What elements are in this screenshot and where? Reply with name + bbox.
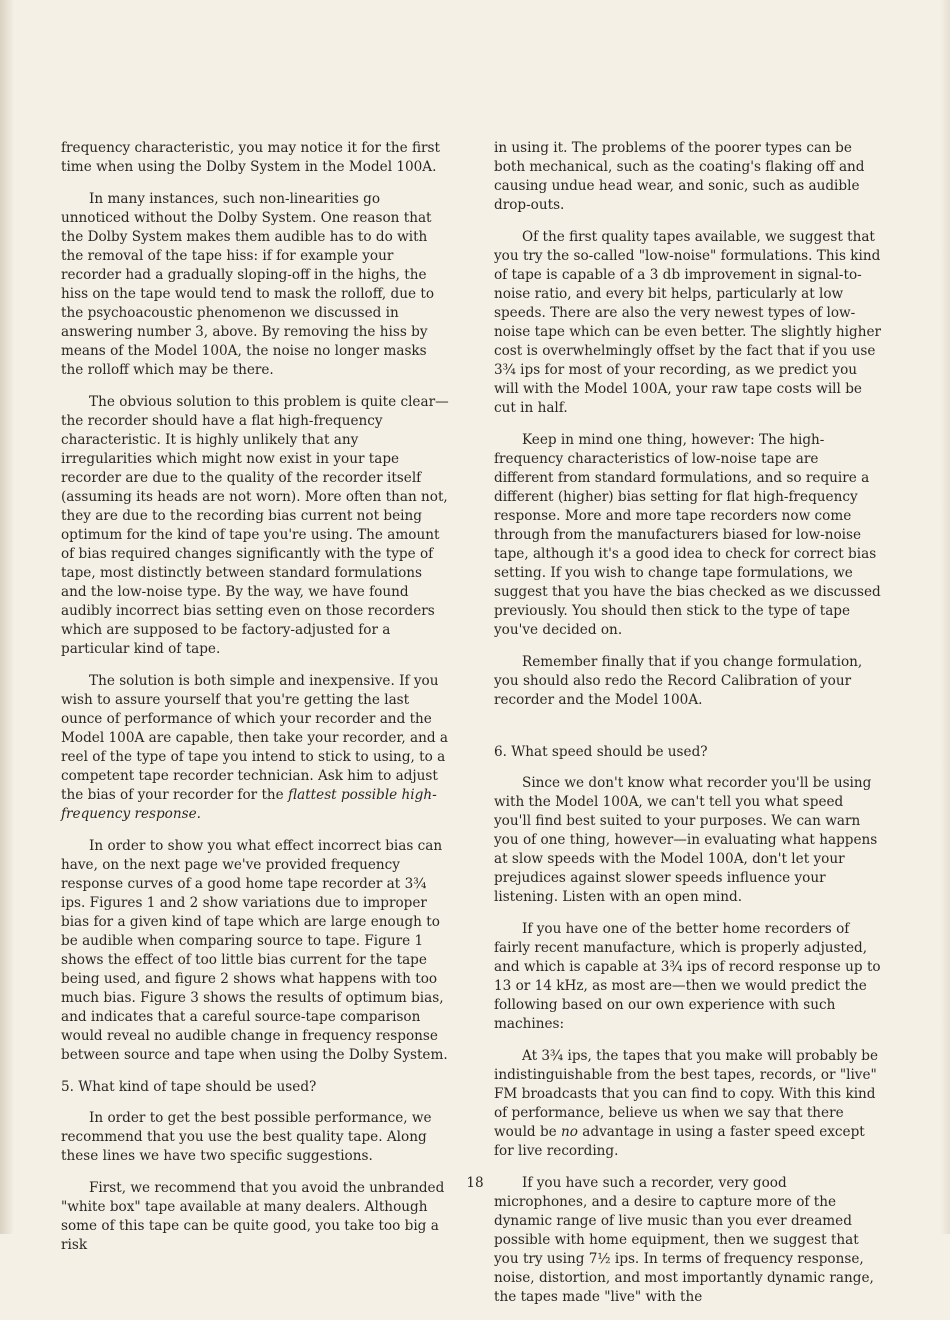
right-column [494, 139, 882, 1320]
emphasis-text: no [561, 1124, 578, 1140]
page-edge-shadow-left [0, 0, 14, 1234]
left-column [61, 139, 449, 1268]
paragraph-text: At 3¾ ips, the tapes that you make will probably be indistinguishable from the best tapes, records, or "live" FM broadcasts that you can find to copy. With this kind of performance, believe us when we say that there would be [494, 1048, 878, 1140]
page-number: 18 [466, 1175, 484, 1191]
paragraph: Keep in mind one thing, however: The high-frequency characteristics of low-noise tape are different from standard formulations, and so require a different (higher) bias setting for flat high-frequency response. More and more tape recorders now come through from the manufacturers biased for low-noise tape, although it's a good idea to check for correct bias setting. If you wish to change tape formulations, we suggest that you have the bias checked as we discussed previously. You should then stick to the type of tape you've decided on. [494, 432, 881, 638]
paragraph-text: The solution is both simple and inexpensive. If you wish to assure yourself that you're getting the last ounce of performance of which your recorder and the Model 100A are capable, then take your recorder, and a reel of the type of tape you intend to stick to using, to a competent tape recorder technician. Ask him to adjust the bias of your recorder for the [61, 673, 448, 803]
paragraph [61, 672, 449, 824]
emphasis-text: flattest possible high-frequency response. [61, 787, 437, 822]
paragraph: Since we don't know what recorder you'll be using with the Model 100A, we can't tell you what speed you'll find best suited to your purposes. We can warn you of one thing, however—in evaluating what happens at slow speeds with the Model 100A, don't let your prejudices against slower speeds influence your listening. Listen with an open mind. [494, 775, 878, 905]
paragraph: In order to show you what effect incorrect bias can have, on the next page we've provided frequency response curves of a good home tape recorder at 3¾ ips. Figures 1 and 2 show variations due to improper bias for a given kind of tape which are large enough to be audible when comparing source to tape. Figure 1 shows the effect of too little bias current for the tape being used, and figure 2 shows what happens with too much bias. Figure 3 shows the results of optimum bias, and indicates that a careful source-tape comparison would reveal no audible change in frequency response between source and tape when using the Dolby System. [61, 838, 448, 1063]
section-heading-6: 6. What speed should be used? [494, 744, 708, 760]
paragraph: The obvious solution to this problem is quite clear—the recorder should have a flat high-frequency characteristic. It is highly unlikely that any irregularities which might now exist in your tape recorder are due to the quality of the recorder itself (assuming its heads are not worn). More often than not, they are due to the recording bias current not being optimum for the kind of tape you're using. The amount of bias required changes significantly with the type of tape, most distinctly between standard formulations and the low-noise type. By the way, we have found audibly incorrect bias setting even on those recorders which are supposed to be factory-adjusted for a particular kind of tape. [61, 394, 449, 657]
paragraph: If you have one of the better home recorders of fairly recent manufacture, which is properly adjusted, and which is capable at 3¾ ips of record response up to 13 or 14 kHz, as most are—then we would predict the following based on our own experience with such machines: [494, 921, 881, 1032]
paragraph: frequency characteristic, you may notice it for the first time when using the Dolby System in the Model 100A. [61, 140, 440, 175]
paragraph: Remember finally that if you change formulation, you should also redo the Record Calibration of your recorder and the Model 100A. [494, 654, 863, 708]
paragraph-text: advantage in using a faster speed except for live recording. [494, 1124, 865, 1159]
paragraph [494, 1047, 882, 1161]
section-heading-5: 5. What kind of tape should be used? [61, 1079, 317, 1095]
paragraph: Of the first quality tapes available, we suggest that you try the so-called "low-noise" formulations. This kind of tape is capable of a 3 db improvement in signal-to-noise ratio, and every bit helps, particularly at low speeds. There are also the very newest types of low-noise tape which can be even better. The slightly higher cost is overwhelmingly offset by the fact that if you use 3¾ ips for most of your recording, as we predict you will with the Model 100A, your raw tape costs will be cut in half. [494, 229, 881, 416]
page-edge-shadow-right [940, 0, 950, 1234]
paragraph: In many instances, such non-linearities go unnoticed without the Dolby System. One reason that the Dolby System makes them audible has to do with the removal of the tape hiss: if for example your recorder had a gradually sloping-off in the highs, the hiss on the tape would tend to mask the rolloff, due to the psychoacoustic phenomenon we discussed in answering number 3, above. By removing the hiss by means of the Model 100A, the noise no longer masks the rolloff which may be there. [61, 191, 435, 378]
paragraph: in using it. The problems of the poorer types can be both mechanical, such as the coating's flaking off and causing undue head wear, and sonic, such as audible drop-outs. [494, 140, 865, 213]
paragraph: In order to get the best possible performance, we recommend that you use the best quality tape. Along these lines we have two specific suggestions. [61, 1110, 432, 1164]
paragraph: First, we recommend that you avoid the unbranded "white box" tape available at many dealers. Although some of this tape can be quite good, you take too big a risk [61, 1180, 445, 1253]
spacer [494, 723, 882, 743]
paragraph: If you have such a recorder, very good microphones, and a desire to capture more of the dynamic range of live music than you ever dreamed possible with home equipment, then we suggest that you try using 7½ ips. In terms of frequency response, noise, distortion, and most importantly dynamic range, the tapes made "live" with the [494, 1175, 874, 1305]
